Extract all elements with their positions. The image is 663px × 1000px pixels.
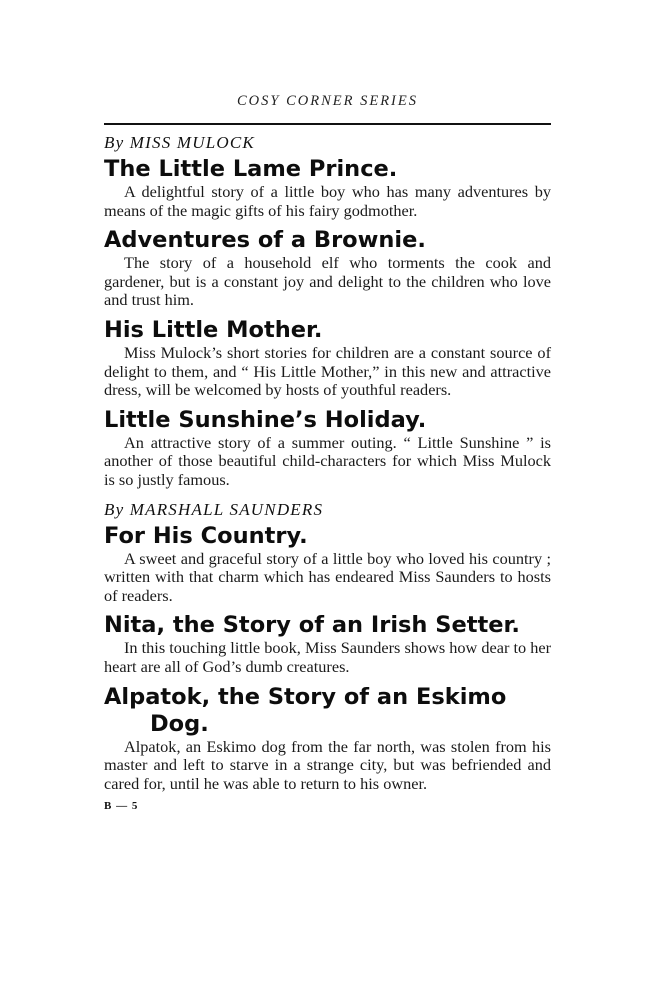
printer-signature-mark: B — 5 [104, 800, 139, 813]
book-title [104, 684, 551, 738]
book-description: Miss Mulock’s short stories for children are a constant source of delight to them, and “ His Little Mother,” in this new and attractive dress, will be welcomed by hosts of youthful readers. [104, 342, 551, 400]
author-byline: By MISS MULOCK [104, 133, 255, 152]
book-title: His Little Mother. [104, 316, 323, 343]
header-rule [104, 123, 551, 125]
book-title: The Little Lame Prince. [104, 156, 398, 182]
author-byline: By MARSHALL SAUNDERS [104, 499, 324, 519]
book-description: A delightful story of a little boy who has many adventures by means of the magic gifts of his fairy godmother. [104, 182, 551, 220]
book-entry [104, 612, 551, 676]
book-entry [104, 227, 551, 310]
running-head: COSY CORNER SERIES [237, 93, 418, 109]
book-description: The story of a household elf who torments the cook and gardener, but is a constant joy and delight to the children who love and trust him. [104, 253, 551, 310]
book-entry [104, 317, 551, 400]
book-entry [104, 523, 551, 606]
book-description: An attractive story of a summer outing. “ Little Sunshine ” is another of those beautiful child-characters for which Miss Mulock is so justly famous. [104, 432, 551, 489]
book-entry [104, 407, 551, 490]
book-title: Adventures of a Brownie. [104, 227, 426, 254]
catalog-content [104, 132, 551, 812]
book-title-line: Dog. [150, 710, 209, 737]
book-description: A sweet and graceful story of a little boy who loved his country ; written with that charm which has endeared Miss Saunders to hosts of readers. [104, 548, 551, 605]
book-entry [104, 156, 551, 220]
book-title: Little Sunshine’s Holiday. [104, 406, 427, 433]
book-title-line: Alpatok, the Story of an Eskimo [104, 683, 507, 710]
book-description: Alpatok, an Eskimo dog from the far north, was stolen from his master and left to starve in a strange city, but was befriended and cared for, until he was able to return to his owner. [104, 736, 551, 793]
book-description: In this touching little book, Miss Saunders shows how dear to her heart are all of God’s dumb creatures. [104, 638, 551, 676]
book-entry [104, 684, 551, 794]
book-title: Nita, the Story of an Irish Setter. [104, 612, 520, 639]
book-title: For His Country. [104, 522, 308, 549]
